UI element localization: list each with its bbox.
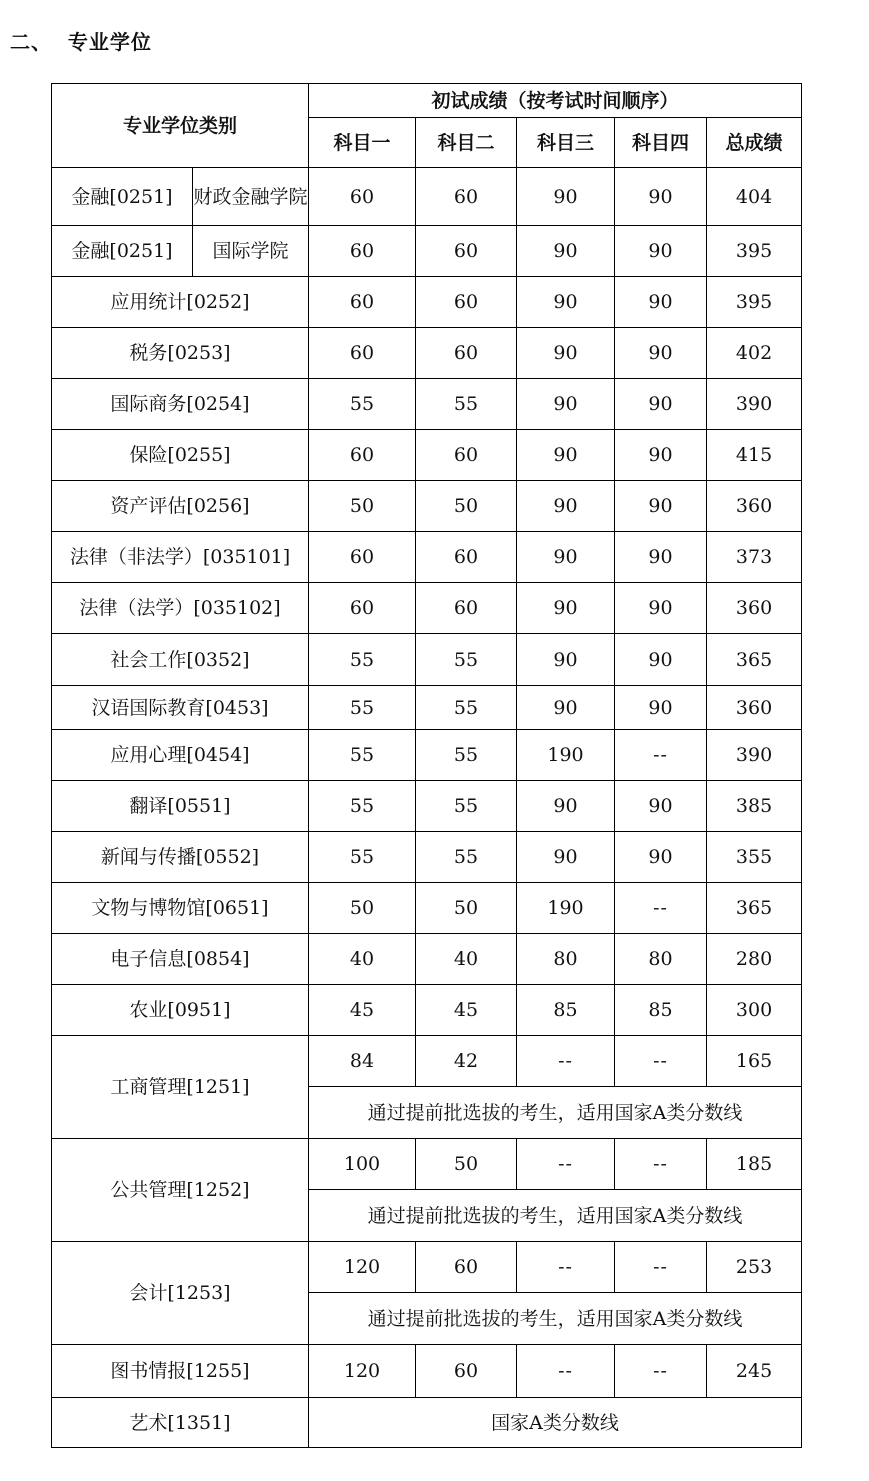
score-table <box>51 83 802 1448</box>
score-cell: 60 <box>416 168 517 226</box>
major-name-cell: 电子信息[0854] <box>52 934 309 985</box>
table-row <box>52 1242 802 1293</box>
score-cell: 60 <box>309 277 416 328</box>
score-cell: 55 <box>416 634 517 686</box>
score-cell: 85 <box>615 985 707 1036</box>
major-name-cell: 公共管理[1252] <box>52 1139 309 1242</box>
table-row <box>52 832 802 883</box>
score-cell: 90 <box>615 781 707 832</box>
score-cell: 90 <box>615 168 707 226</box>
score-cell: 245 <box>707 1345 802 1398</box>
major-name-cell: 应用统计[0252] <box>52 277 309 328</box>
score-cell: -- <box>517 1345 615 1398</box>
score-cell: 80 <box>615 934 707 985</box>
note-cell: 通过提前批选拔的考生，适用国家A类分数线 <box>309 1087 802 1139</box>
major-name-cell: 艺术[1351] <box>52 1398 309 1448</box>
score-cell: 185 <box>707 1139 802 1190</box>
score-cell: 355 <box>707 832 802 883</box>
school-cell: 国际学院 <box>193 226 309 277</box>
table-row <box>52 781 802 832</box>
score-cell: 60 <box>416 1242 517 1293</box>
table-row <box>52 686 802 730</box>
score-cell: 90 <box>517 532 615 583</box>
score-cell: 190 <box>517 883 615 934</box>
score-cell: 390 <box>707 379 802 430</box>
score-cell: -- <box>615 883 707 934</box>
score-cell: 395 <box>707 277 802 328</box>
score-cell: 90 <box>517 168 615 226</box>
major-name-cell: 工商管理[1251] <box>52 1036 309 1139</box>
score-cell: 55 <box>309 781 416 832</box>
score-cell: 300 <box>707 985 802 1036</box>
score-cell: -- <box>517 1036 615 1087</box>
score-cell: 55 <box>309 379 416 430</box>
table-row <box>52 1139 802 1190</box>
score-cell: 90 <box>615 634 707 686</box>
table-row <box>52 883 802 934</box>
table-row <box>52 730 802 781</box>
major-name-cell: 农业[0951] <box>52 985 309 1036</box>
table-row <box>52 328 802 379</box>
table-row <box>52 934 802 985</box>
score-cell: 90 <box>615 328 707 379</box>
score-cell: 55 <box>416 730 517 781</box>
score-cell: 165 <box>707 1036 802 1087</box>
school-cell: 财政金融学院 <box>193 168 309 226</box>
table-row <box>52 84 802 118</box>
score-cell: 390 <box>707 730 802 781</box>
score-cell: 55 <box>309 634 416 686</box>
score-cell: -- <box>615 1242 707 1293</box>
note-cell: 通过提前批选拔的考生，适用国家A类分数线 <box>309 1190 802 1242</box>
score-cell: 40 <box>309 934 416 985</box>
score-cell: 253 <box>707 1242 802 1293</box>
table-row <box>52 481 802 532</box>
note-cell: 国家A类分数线 <box>309 1398 802 1448</box>
score-cell: 100 <box>309 1139 416 1190</box>
score-cell: 45 <box>309 985 416 1036</box>
score-cell: 60 <box>416 226 517 277</box>
table-row <box>52 226 802 277</box>
score-cell: 373 <box>707 532 802 583</box>
score-cell: 60 <box>416 430 517 481</box>
column-header: 总成绩 <box>707 118 802 168</box>
score-cell: 402 <box>707 328 802 379</box>
note-cell: 通过提前批选拔的考生，适用国家A类分数线 <box>309 1293 802 1345</box>
score-cell: 50 <box>416 1139 517 1190</box>
score-cell: -- <box>517 1242 615 1293</box>
major-name-cell: 税务[0253] <box>52 328 309 379</box>
group-header: 初试成绩（按考试时间顺序） <box>309 84 802 118</box>
major-name-cell: 翻译[0551] <box>52 781 309 832</box>
score-cell: 60 <box>416 583 517 634</box>
score-cell: 55 <box>416 379 517 430</box>
score-cell: 60 <box>309 583 416 634</box>
major-name-cell: 金融[0251] <box>52 226 193 277</box>
major-name-cell: 图书情报[1255] <box>52 1345 309 1398</box>
major-name-cell: 文物与博物馆[0651] <box>52 883 309 934</box>
score-cell: 55 <box>309 832 416 883</box>
score-cell: 360 <box>707 481 802 532</box>
score-cell: -- <box>615 1036 707 1087</box>
score-cell: 45 <box>416 985 517 1036</box>
column-header: 科目四 <box>615 118 707 168</box>
score-cell: 90 <box>615 226 707 277</box>
score-cell: 90 <box>517 481 615 532</box>
section-heading: 二、 专业学位 <box>10 30 152 54</box>
score-cell: 90 <box>615 277 707 328</box>
score-cell: 80 <box>517 934 615 985</box>
score-cell: 85 <box>517 985 615 1036</box>
table-row <box>52 1036 802 1087</box>
score-cell: 120 <box>309 1345 416 1398</box>
major-name-cell: 金融[0251] <box>52 168 193 226</box>
score-cell: 90 <box>615 532 707 583</box>
score-cell: 50 <box>416 883 517 934</box>
score-cell: 360 <box>707 583 802 634</box>
score-cell: 90 <box>615 379 707 430</box>
score-cell: -- <box>615 730 707 781</box>
score-cell: 90 <box>517 583 615 634</box>
score-cell: 90 <box>517 379 615 430</box>
major-name-cell: 汉语国际教育[0453] <box>52 686 309 730</box>
column-header: 科目二 <box>416 118 517 168</box>
score-cell: 40 <box>416 934 517 985</box>
table-row <box>52 1345 802 1398</box>
category-header: 专业学位类别 <box>52 84 309 168</box>
score-cell: 60 <box>416 328 517 379</box>
table-row <box>52 379 802 430</box>
score-cell: -- <box>615 1345 707 1398</box>
major-name-cell: 资产评估[0256] <box>52 481 309 532</box>
score-cell: 90 <box>615 686 707 730</box>
score-cell: 55 <box>416 832 517 883</box>
score-cell: 385 <box>707 781 802 832</box>
score-cell: 90 <box>615 430 707 481</box>
score-cell: 60 <box>309 328 416 379</box>
score-cell: 55 <box>416 686 517 730</box>
score-cell: 90 <box>517 277 615 328</box>
score-cell: 90 <box>517 781 615 832</box>
table-row <box>52 430 802 481</box>
score-cell: 90 <box>517 634 615 686</box>
score-cell: 90 <box>615 583 707 634</box>
score-cell: 404 <box>707 168 802 226</box>
score-cell: 55 <box>309 730 416 781</box>
score-cell: 190 <box>517 730 615 781</box>
score-cell: 60 <box>309 430 416 481</box>
table-row <box>52 532 802 583</box>
table-row <box>52 277 802 328</box>
score-cell: 90 <box>517 832 615 883</box>
major-name-cell: 法律（非法学）[035101] <box>52 532 309 583</box>
major-name-cell: 社会工作[0352] <box>52 634 309 686</box>
score-cell: 60 <box>309 168 416 226</box>
score-cell: 84 <box>309 1036 416 1087</box>
score-cell: 90 <box>615 832 707 883</box>
score-cell: 55 <box>309 686 416 730</box>
score-cell: 365 <box>707 634 802 686</box>
column-header: 科目一 <box>309 118 416 168</box>
score-cell: 280 <box>707 934 802 985</box>
score-cell: 90 <box>615 481 707 532</box>
score-cell: 90 <box>517 430 615 481</box>
score-cell: 120 <box>309 1242 416 1293</box>
score-cell: -- <box>517 1139 615 1190</box>
score-cell: 415 <box>707 430 802 481</box>
table-row <box>52 583 802 634</box>
score-cell: 60 <box>309 226 416 277</box>
table-row <box>52 168 802 226</box>
score-cell: 90 <box>517 328 615 379</box>
score-cell: 55 <box>416 781 517 832</box>
score-cell: 60 <box>416 277 517 328</box>
score-cell: 50 <box>309 883 416 934</box>
table-row <box>52 985 802 1036</box>
table-row <box>52 1398 802 1448</box>
major-name-cell: 保险[0255] <box>52 430 309 481</box>
major-name-cell: 法律（法学）[035102] <box>52 583 309 634</box>
score-cell: 60 <box>416 1345 517 1398</box>
major-name-cell: 应用心理[0454] <box>52 730 309 781</box>
score-cell: 50 <box>416 481 517 532</box>
score-cell: -- <box>615 1139 707 1190</box>
major-name-cell: 新闻与传播[0552] <box>52 832 309 883</box>
score-cell: 395 <box>707 226 802 277</box>
score-cell: 42 <box>416 1036 517 1087</box>
score-cell: 90 <box>517 686 615 730</box>
score-cell: 60 <box>309 532 416 583</box>
column-header: 科目三 <box>517 118 615 168</box>
score-cell: 360 <box>707 686 802 730</box>
major-name-cell: 会计[1253] <box>52 1242 309 1345</box>
table-row <box>52 634 802 686</box>
score-cell: 365 <box>707 883 802 934</box>
major-name-cell: 国际商务[0254] <box>52 379 309 430</box>
score-cell: 90 <box>517 226 615 277</box>
score-cell: 60 <box>416 532 517 583</box>
score-cell: 50 <box>309 481 416 532</box>
